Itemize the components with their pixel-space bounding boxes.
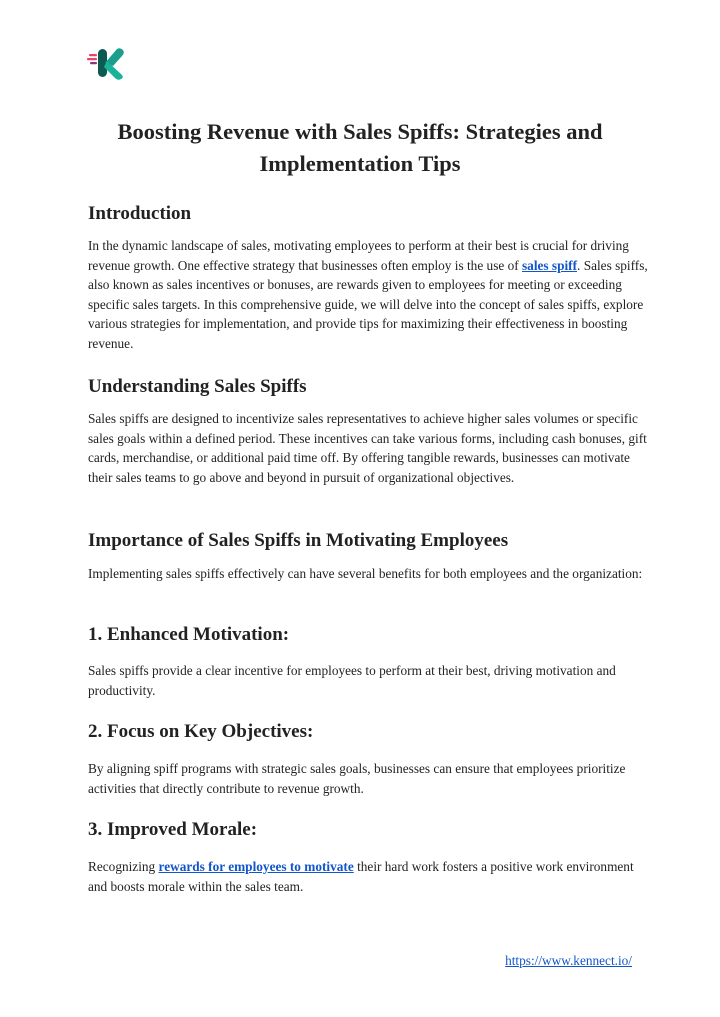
heading-importance: Importance of Sales Spiffs in Motivating Employees (88, 530, 509, 551)
paragraph-improved-morale (88, 857, 648, 896)
intro-text-part-1: In the dynamic landscape of sales, motivating employees to perform at their best is crucial for driving revenue growth. One effective strategy that businesses often employ is the use of (88, 238, 629, 273)
title-line-2: Implementation Tips (259, 151, 461, 176)
paragraph-introduction (88, 236, 648, 353)
paragraph-enhanced-motivation: Sales spiffs provide a clear incentive for employees to perform at their best, driving motivation and productivity. (88, 663, 616, 698)
kennect-logo-icon (87, 45, 127, 81)
title-line-1: Boosting Revenue with Sales Spiffs: Strategies and (117, 119, 603, 144)
paragraph-understanding-sales-spiffs: Sales spiffs are designed to incentivize sales representatives to achieve higher sales volumes or specific sales goals within a defined period. These incentives can take various forms, including cash bonuses, gift cards, merchandise, or additional paid time off. By offering tangible rewards, businesses can motivate their sales teams to go above and beyond in pursuit of organizational objectives. (88, 411, 647, 485)
intro-text-part-2: . Sales spiffs, also known as sales incentives or bonuses, are rewards given to employees for meeting or exceeding specific sales targets. In this comprehensive guide, we will delve into the concept of sales spiffs, explore various strategies for implementation, and provide tips for maximizing their effectiveness in boosting revenue. (88, 257, 648, 351)
document-title (60, 116, 660, 180)
heading-introduction: Introduction (88, 203, 192, 224)
paragraph-importance: Implementing sales spiffs effectively can have several benefits for both employees and the organization: (88, 566, 643, 581)
morale-text-part-1: Recognizing (88, 859, 159, 874)
heading-enhanced-motivation: 1. Enhanced Motivation: (88, 624, 290, 645)
rewards-for-employees-link[interactable]: rewards for employees to motivate (158, 859, 354, 874)
footer-url-link[interactable]: https://www.kennect.io/ (505, 953, 632, 968)
heading-understanding-sales-spiffs: Understanding Sales Spiffs (88, 376, 307, 397)
paragraph-focus-key-objectives: By aligning spiff programs with strategic sales goals, businesses can ensure that employees prioritize activities that directly contribute to revenue growth. (88, 761, 626, 796)
heading-focus-key-objectives: 2. Focus on Key Objectives: (88, 721, 314, 742)
morale-text-part-2: their hard work fosters a positive work environment and boosts morale within the sales team. (88, 859, 634, 894)
heading-improved-morale: 3. Improved Morale: (88, 819, 258, 840)
sales-spiff-link[interactable]: sales spiff (522, 257, 578, 273)
